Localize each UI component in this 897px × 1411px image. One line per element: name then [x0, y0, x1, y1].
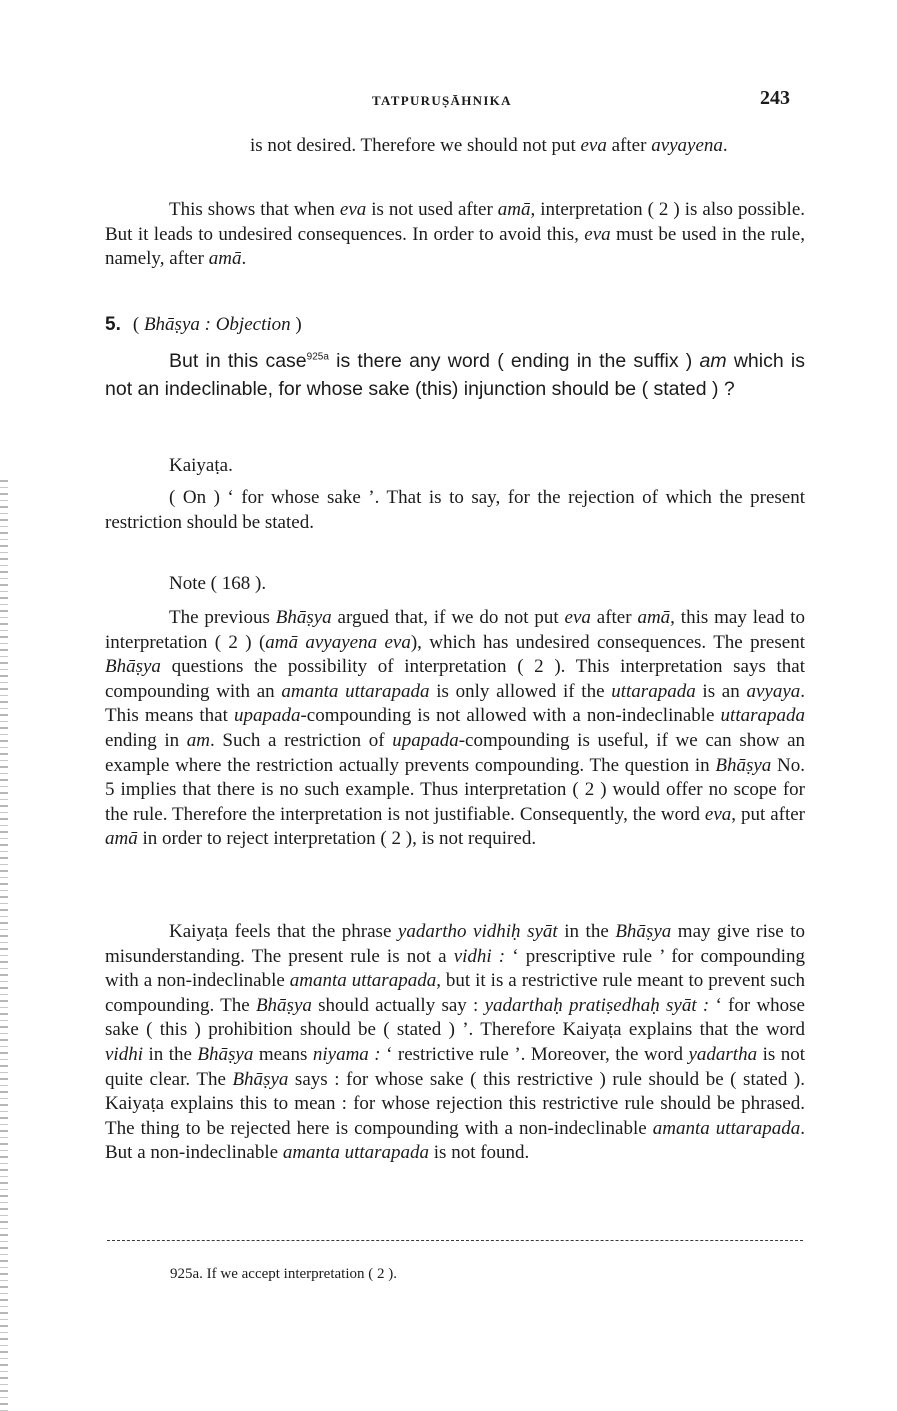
footnote-ref: 925a	[306, 351, 329, 363]
carryover-paragraph: is not desired. Therefore we should not put eva after avyayena.	[250, 135, 728, 156]
page-number: 243	[760, 87, 790, 109]
bhasya-translation: But in this case$^{925a}$ is there any word ( ending in the suffix ) am which is not an indeclinable, for whose sake (this) injunction should be ( stated ) ?	[105, 350, 805, 400]
section-number: 5.	[105, 314, 121, 335]
section-heading: 5. ( Bhāṣya : Objection )	[105, 314, 302, 335]
note-heading: Note ( 168 ).	[169, 573, 267, 594]
note-paragraph: The previous Bhāṣya argued that, if we do not put eva after amā, this may lead to interpretation ( 2 ) (amā avyayena eva), which has undesired consequences. The present Bhāṣya questions the possibility of interpretation ( 2 ). This interpretation says that compounding with an amanta uttarapada is only allowed if the uttarapada is an avyaya. This means that upapada-compounding is not allowed with a non-indeclinable uttarapada ending in am. Such a restriction of upapada-compounding is useful, if we can show an example where the restriction actually prevents compounding. The question in Bhāṣya No. 5 implies that there is no such example. Thus interpretation ( 2 ) would offer no scope for the rule. Therefore the interpretation is not justifiable. Consequently, the word eva, put after amā in order to reject interpretation ( 2 ), is not required.	[105, 607, 806, 850]
kaiyata-paragraph: ( On ) ‘ for whose sake ’. That is to say, for the rejection of which the present restriction should be stated.	[105, 487, 805, 533]
footnote-925a: 925a. If we accept interpretation ( 2 ).	[170, 1266, 397, 1282]
kaiyata-explanation-paragraph: Kaiyaṭa feels that the phrase yadartho vidhiḥ syāt in the Bhāṣya may give rise to misunderstanding. The present rule is not a vidhi : ‘ prescriptive rule ’ for compounding with a non-indeclinable amanta uttarapada, but it is a restrictive rule meant to prevent such compounding. The Bhāṣya should actually say : yadarthaḥ pratiṣedhaḥ syāt : ‘ for whose sake ( this ) prohibition should be ( stated ) ’. Therefore Kaiyaṭa explains that the word vidhi in the Bhāṣya means niyama : ‘ restrictive rule ’. Moreover, the word yadartha is not quite clear. The Bhāṣya says : for whose sake ( this restrictive ) rule should be ( stated ). Kaiyaṭa explains this to mean : for whose rejection this restrictive rule should be phrased. The thing to be rejected here is compounding with a non-indeclinable amanta uttarapada. But a non-indeclinable amanta uttarapada is not found.	[105, 921, 806, 1164]
running-head: TATPURUṢĀHNIKA	[372, 93, 512, 108]
paragraph-this-shows: This shows that when eva is not used after amā, interpretation ( 2 ) is also possible. But it leads to undesired consequences. In order to avoid this, eva must be used in the rule, namely, after amā.	[105, 199, 806, 270]
kaiyata-heading: Kaiyaṭa.	[169, 455, 233, 476]
footnote-divider	[107, 1240, 803, 1241]
scan-edge-artifact	[0, 480, 8, 1411]
section-label: Bhāṣya : Objection	[143, 314, 291, 335]
